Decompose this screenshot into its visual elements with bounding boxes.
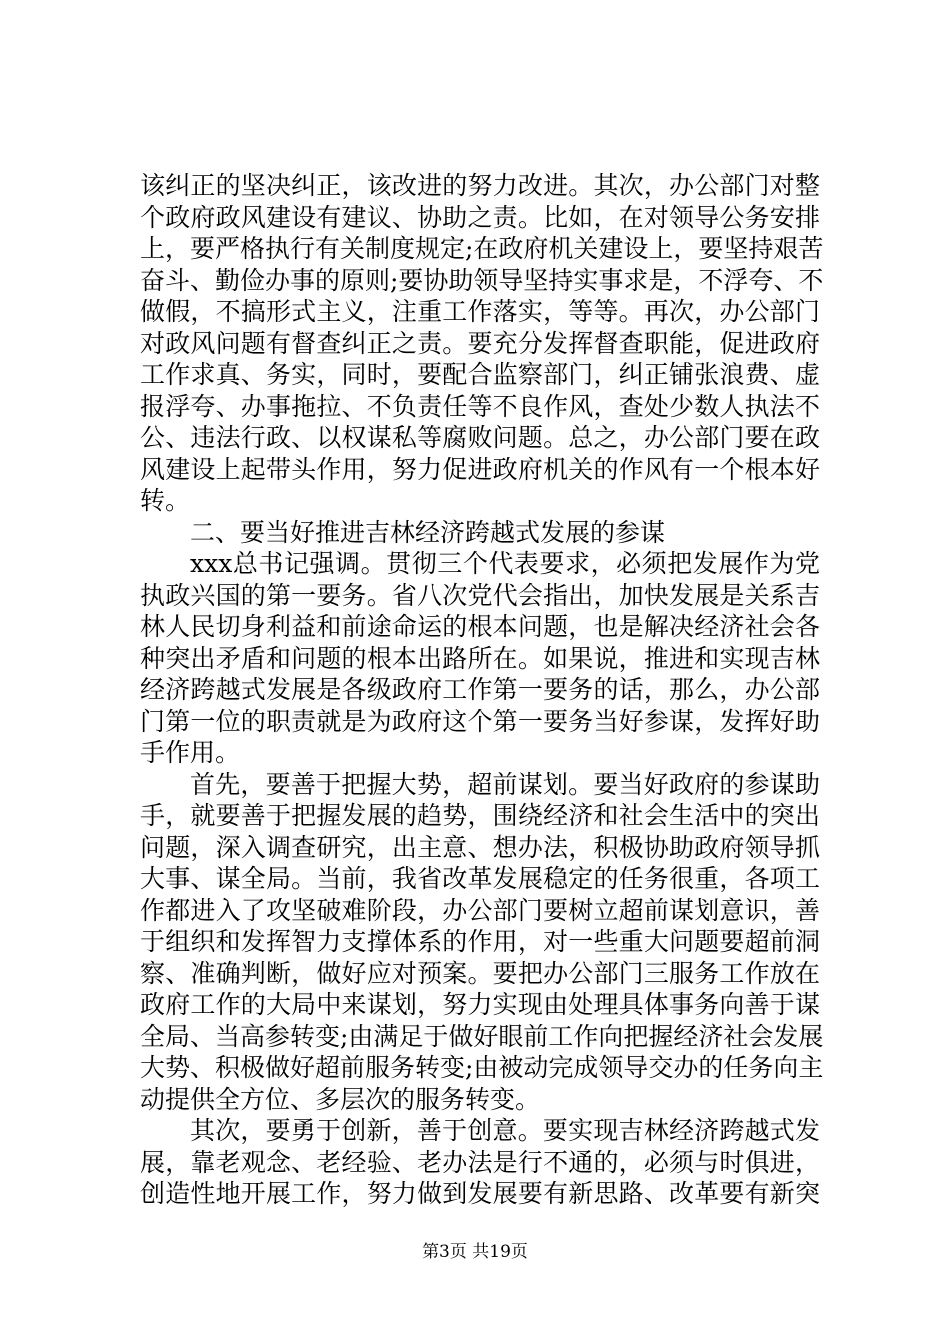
- text-line: 对政风问题有督查纠正之责。要充分发挥督查职能，促进政府: [140, 328, 820, 358]
- text-line: 大势、积极做好超前服务转变;由被动完成领导交办的任务向主: [140, 1053, 824, 1082]
- text-line: 转。: [140, 486, 191, 515]
- text-line: 展，靠老观念、老经验、老办法是行不通的，必须与时俱进，: [140, 1147, 820, 1177]
- text-line: 工作求真、务实，同时，要配合监察部门，纠正铺张浪费、虚: [140, 360, 820, 389]
- text-line: 做假，不搞形式主义，注重工作落实，等等。再次，办公部门: [140, 297, 820, 326]
- text-line: 动提供全方位、多层次的服务转变。: [140, 1084, 541, 1114]
- text-line: 经济跨越式发展是各级政府工作第一要务的话，那么，办公部: [140, 675, 820, 704]
- text-line: 风建设上起带头作用，努力促进政府机关的作风有一个根本好: [140, 454, 820, 484]
- text-line: 作都进入了攻坚破难阶段，办公部门要树立超前谋划意识，善: [140, 895, 820, 925]
- text-line: 全局、当高参转变;由满足于做好眼前工作向把握经济社会发展: [140, 1021, 824, 1051]
- text-line: 执政兴国的第一要务。省八次党代会指出，加快发展是关系吉: [140, 580, 820, 610]
- page-footer: 第3页 共19页: [422, 1242, 528, 1262]
- text-line: 林人民切身利益和前途命运的根本问题，也是解决经济社会各: [140, 612, 820, 641]
- text-line: 手，就要善于把握发展的趋势，围绕经济和社会生活中的突出: [140, 801, 820, 830]
- text-line: 奋斗、勤俭办事的原则;要协助领导坚持实事求是，不浮夸、不: [140, 265, 824, 295]
- text-line: 察、准确判断，做好应对预案。要把办公部门三服务工作放在: [140, 958, 820, 988]
- text-line: 上，要严格执行有关制度规定;在政府机关建设上，要坚持艰苦: [140, 234, 824, 263]
- text-line: 首先，要善于把握大势，超前谋划。要当好政府的参谋助: [190, 769, 820, 799]
- text-line: 种突出矛盾和问题的根本出路所在。如果说，推进和实现吉林: [140, 643, 820, 673]
- text-line: 问题，深入调查研究，出主意、想办法，积极协助政府领导抓: [140, 832, 820, 862]
- text-line: 创造性地开展工作，努力做到发展要有新思路、改革要有新突: [140, 1179, 820, 1208]
- text-line: 其次，要勇于创新，善于创意。要实现吉林经济跨越式发: [190, 1116, 820, 1145]
- text-line: xxx总书记强调。贯彻三个代表要求，必须把发展作为党: [190, 549, 820, 578]
- text-line: 手作用。: [140, 738, 241, 767]
- body-text: [140, 170, 824, 1210]
- text-line: 该纠正的坚决纠正，该改进的努力改进。其次，办公部门对整: [140, 171, 820, 200]
- text-line: 大事、谋全局。当前，我省改革发展稳定的任务很重，各项工: [140, 864, 820, 893]
- text-line: 报浮夸、办事拖拉、不负责任等不良作风，查处少数人执法不: [140, 391, 820, 421]
- text-line: 公、违法行政、以权谋私等腐败问题。总之，办公部门要在政: [140, 423, 820, 452]
- text-line: 门第一位的职责就是为政府这个第一要务当好参谋，发挥好助: [140, 706, 820, 736]
- text-line: 二、要当好推进吉林经济跨越式发展的参谋: [190, 517, 666, 547]
- text-line: 于组织和发挥智力支撑体系的作用，对一些重大问题要超前洞: [140, 927, 820, 956]
- text-line: 政府工作的大局中来谋划，努力实现由处理具体事务向善于谋: [140, 990, 820, 1019]
- text-line: 个政府政风建设有建议、协助之责。比如，在对领导公务安排: [140, 202, 820, 232]
